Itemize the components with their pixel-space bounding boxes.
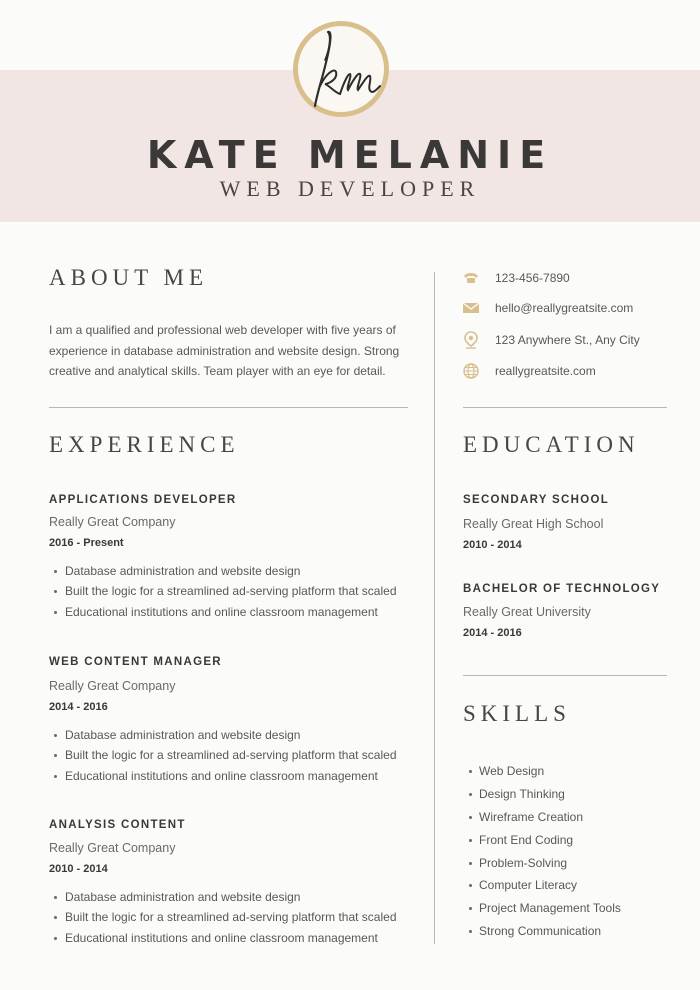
degree-title: BACHELOR OF TECHNOLOGY [463,583,661,595]
contact-address [462,330,640,350]
education-dates: 2010 - 2014 [463,539,522,551]
job-dates: 2016 - Present [49,537,124,549]
list-item: Educational institutions and online classroom management [49,602,397,622]
company-name: Really Great Company [49,841,176,855]
job-dates: 2010 - 2014 [49,863,108,875]
skill-item: Project Management Tools [466,897,621,920]
school-name: Really Great High School [463,517,604,531]
monogram-logo [293,21,389,117]
phone-number: 123-456-7890 [495,271,570,285]
skills-list [466,760,621,943]
company-name: Really Great Company [49,679,176,693]
job-title: WEB CONTENT MANAGER [49,656,222,668]
education-dates: 2014 - 2016 [463,627,522,639]
about-heading: ABOUT ME [49,265,209,290]
degree-title: SECONDARY SCHOOL [463,494,610,506]
skill-item: Design Thinking [466,783,621,806]
list-item: Built the logic for a streamlined ad-serving platform that scaled [49,581,397,601]
skill-item: Computer Literacy [466,874,621,897]
company-name: Really Great Company [49,515,176,529]
job-title: ANALYSIS CONTENT [49,819,186,831]
list-item: Built the logic for a streamlined ad-serving platform that scaled [49,745,397,765]
contact-divider [463,407,667,408]
skills-heading: SKILLS [463,701,571,726]
contact-email [462,298,634,318]
job-dates: 2014 - 2016 [49,701,108,713]
contact-website [462,361,596,381]
email-address[interactable]: hello@reallygreatsite.com [495,301,634,315]
list-item: Database administration and website design [49,887,397,907]
list-item: Educational institutions and online classroom management [49,928,397,948]
skill-item: Strong Communication [466,920,621,943]
about-text: I am a qualified and professional web developer with five years of experience in database administration and website design. Strong creative and analytical skills. Team player with an eye for detail. [49,323,400,378]
list-item: Database administration and website design [49,725,397,745]
street-address: 123 Anywhere St., Any City [495,333,640,347]
skill-item: Problem-Solving [466,852,621,875]
education-heading: EDUCATION [463,432,640,457]
school-name: Really Great University [463,605,591,619]
list-item: Built the logic for a streamlined ad-serving platform that scaled [49,907,397,927]
column-divider [434,272,435,944]
website-url[interactable]: reallygreatsite.com [495,364,596,378]
location-pin-icon [462,331,480,349]
phone-icon [462,269,480,287]
job-bullets [49,887,397,948]
job-title-heading: WEB DEVELOPER [219,176,481,201]
contact-phone [462,268,570,288]
list-item: Educational institutions and online classroom management [49,766,397,786]
about-divider [49,407,408,408]
skill-item: Front End Coding [466,829,621,852]
skill-item: Web Design [466,760,621,783]
job-bullets [49,725,397,786]
experience-heading: EXPERIENCE [49,432,240,457]
education-divider [463,675,667,676]
skill-item: Wireframe Creation [466,806,621,829]
envelope-icon [462,299,480,317]
job-bullets [49,561,397,622]
candidate-name: KATE MELANIE [146,133,554,177]
job-title: APPLICATIONS DEVELOPER [49,494,237,506]
list-item: Database administration and website design [49,561,397,581]
globe-icon [462,362,480,380]
